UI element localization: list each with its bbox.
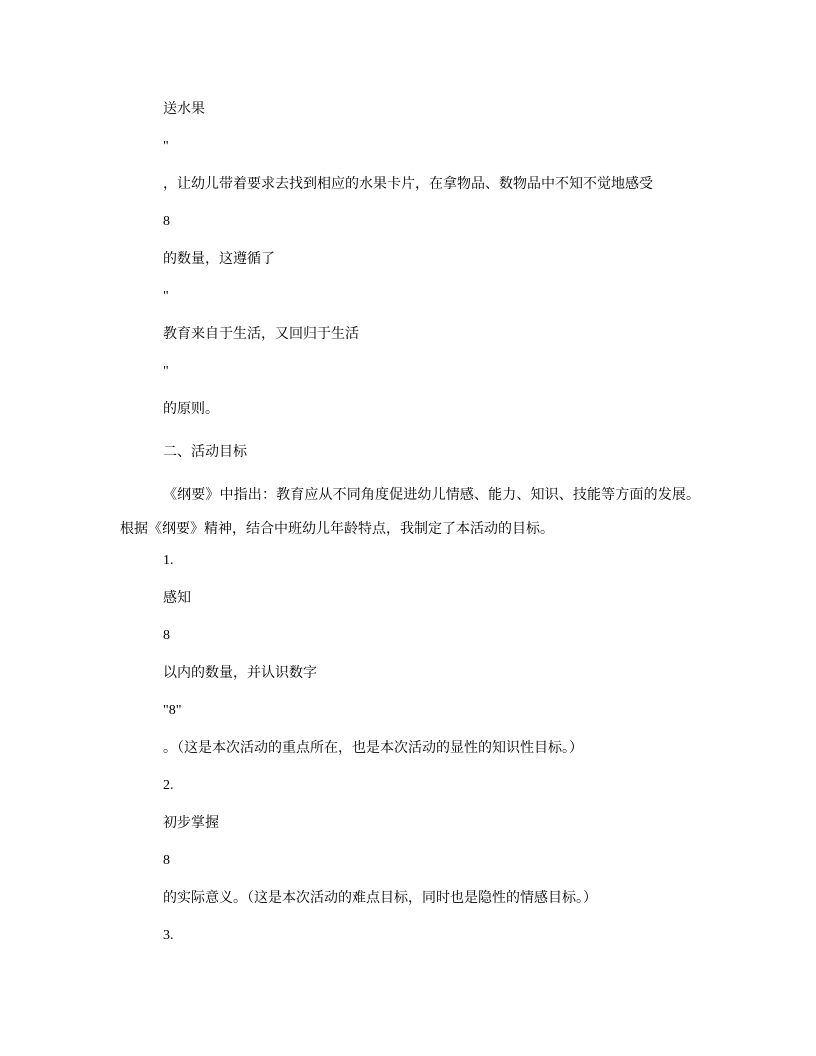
goal-2-text-b: 的实际意义。（这是本次活动的难点目标，同时也是隐性的情感目标。）	[163, 890, 597, 906]
goal-1-quoted-digit: "8"	[163, 703, 182, 718]
section-heading: 二、活动目标	[163, 444, 247, 460]
goal-2-digit: 8	[163, 853, 170, 868]
goal-1-text-c: 。（这是本次活动的重点所在，也是本次活动的显性的知识性目标。）	[163, 740, 583, 756]
text-line-7: 教育来自于生活，又回归于生活	[163, 326, 359, 342]
goal-2-number: 2.	[163, 778, 174, 793]
text-line-3: ，让幼儿带着要求去找到相应的水果卡片，在拿物品、数物品中不知不觉地感受	[163, 176, 653, 192]
text-line-8: "	[163, 364, 169, 379]
goal-1-digit: 8	[163, 628, 170, 643]
outline-paragraph: 《纲要》中指出：教育应从不同角度促进幼儿情感、能力、知识、技能等方面的发展。根据《纲要》精神，结合中班幼儿年龄特点，我制定了本活动的目标。	[120, 487, 700, 537]
goal-1-text-a: 感知	[163, 590, 191, 606]
text-line-1: 送水果	[163, 101, 205, 117]
goal-1-number: 1.	[163, 553, 174, 568]
text-line-4: 8	[163, 214, 170, 229]
text-line-6: "	[163, 289, 169, 304]
goal-1-text-b: 以内的数量，并认识数字	[163, 665, 317, 681]
text-line-5: 的数量，这遵循了	[163, 251, 275, 267]
goal-2-text-a: 初步掌握	[163, 815, 219, 831]
text-line-9: 的原则。	[163, 401, 219, 417]
text-line-2: "	[163, 139, 169, 154]
goal-3-number: 3.	[163, 928, 174, 943]
